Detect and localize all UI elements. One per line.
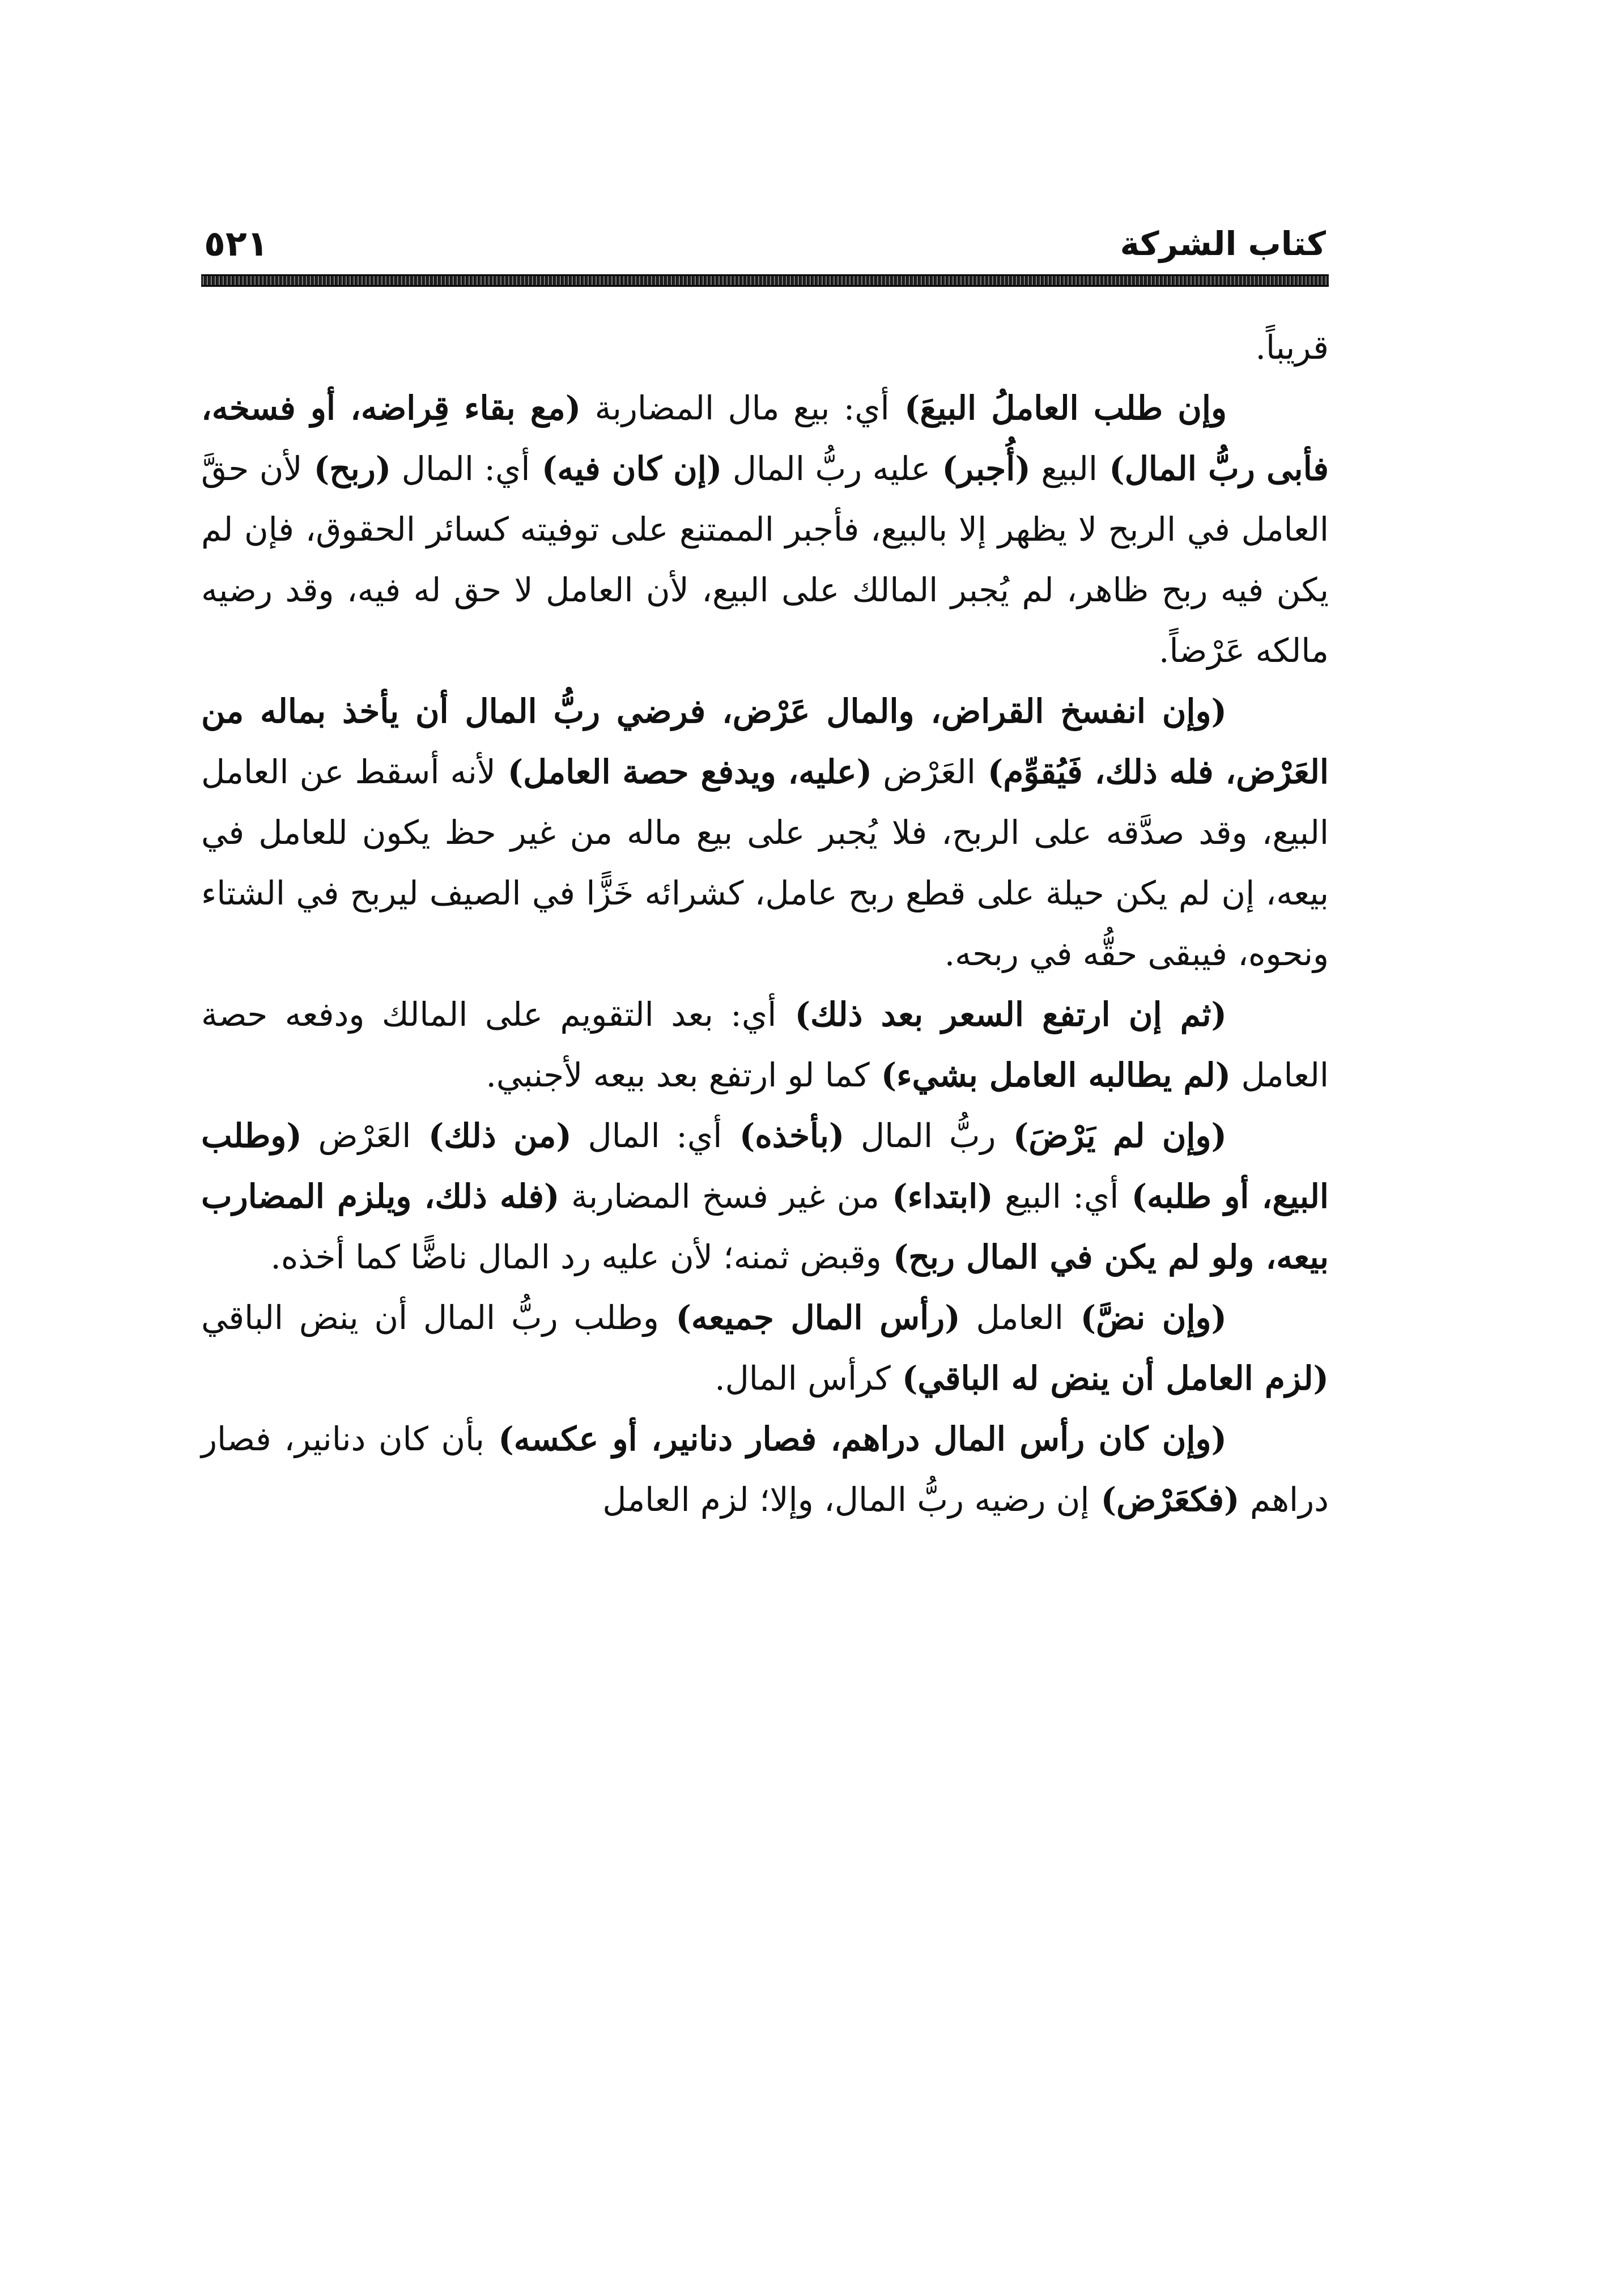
commentary-text: البيع [1030,449,1098,488]
matn-text: (إن كان فيه) [530,449,722,488]
commentary-text: لأنه أسقط عن العامل البيع، وقد صدَّقه على الربح، فلا يُجبر على بيع ماله من غير حظ يكون للعامل في بيعه، إن لم يكن حيلة على قطع ربح عامل، كشرائه خَزًّا في الصيف ليربح في الشتاء ونحوه، فيبقى حقُّه في ربحه. [201,753,1329,973]
commentary-text: كرأس المال. [715,1359,891,1398]
matn-text: (مع بقاء قِراضه، أو فسخه، فأبى ربُّ المال) [201,389,1329,488]
matn-text: (ربح) [302,449,392,488]
commentary-text: أي: المال [571,1116,722,1155]
matn-text: (وإن انفسخ القراض، والمال عَرْض، فرضي ربُّ المال أن يأخذ بماله من العَرْض، فله ذلك، فَيُقوِّم) [201,692,1329,791]
matn-text: (بأخذه) [722,1116,845,1155]
commentary-text: العَرْض [301,1116,411,1155]
commentary-text: وقبض ثمنه؛ لأن عليه رد المال ناضًّا كما أخذه. [270,1238,882,1276]
commentary-text: أي: بعد التقويم على المالك ودفعه حصة العامل [201,995,1329,1094]
body-text [201,317,1329,1530]
running-title: كتاب الشركة [1120,224,1326,263]
commentary-text: من غير فسخ المضاربة [559,1177,879,1216]
commentary-text: كما لو ارتفع بعد بيعه لأجنبي. [486,1056,870,1094]
header-rule [201,274,1329,287]
matn-text: (ثم إن ارتفع السعر بعد ذلك) [776,995,1227,1034]
matn-text: (فله ذلك، ويلزم المضارب بيعه، ولو لم يكن في المال ربح) [201,1177,1329,1276]
matn-text: (ابتداء) [879,1177,993,1216]
matn-text: (عليه، ويدفع حصة العامل) [495,753,873,791]
commentary-text: قريباً. [1255,328,1329,367]
commentary-text: أي: المال [391,449,530,488]
page-number: ٥٢١ [204,223,269,264]
commentary-text: أي: البيع [993,1177,1119,1216]
commentary-text: أي: بيع مال المضاربة [581,389,890,427]
matn-text: (وإن نضَّ) [1063,1298,1227,1337]
matn-text: (وإن لم يَرْضَ) [996,1116,1227,1155]
matn-text: (وإن كان رأس المال دراهم، فصار دنانير، أو عكسه) [484,1420,1227,1458]
matn-text: (أُجبر) [930,449,1031,488]
commentary-text: بأن كان دنانير، فصار دراهم [201,1420,1329,1519]
matn-text: (رأس المال جميعه) [658,1298,960,1337]
matn-text: (فكعَرْض) [1089,1480,1240,1519]
matn-text: (لزم العامل أن ينض له الباقي) [890,1359,1329,1398]
page-header [204,221,1326,266]
matn-text: (من ذلك) [411,1116,572,1155]
matn-text: وإن طلب العاملُ البيعَ) [889,389,1227,427]
commentary-text: العَرْض [872,753,976,791]
paragraph [201,378,1329,681]
commentary-text: لأن حقَّ العامل في الربح لا يظهر إلا بالبيع، فأجبر الممتنع على توفيته كسائر الحقوق، فإن لم يكن فيه ربح ظاهر، لم يُجبر المالك على البيع، لأن العامل لا حق له فيه، وقد رضيه مالكه عَرْضاً. [201,449,1329,670]
commentary-text: إن رضيه ربُّ المال، وإلا؛ لزم العامل [602,1480,1090,1519]
commentary-text: عليه ربُّ المال [722,449,931,488]
matn-text: (وطلب البيع، أو طلبه) [201,1116,1329,1216]
commentary-text: وطلب ربُّ المال أن ينض الباقي [201,1298,659,1337]
commentary-text: ربُّ المال [844,1116,996,1155]
matn-text: (لم يطالبه العامل بشيء) [869,1056,1231,1094]
paragraph [201,317,1329,378]
paragraph [201,1288,1329,1409]
paragraph [201,1409,1329,1530]
paragraph [201,984,1329,1106]
paragraph [201,1106,1329,1288]
commentary-text: العامل [960,1298,1064,1337]
paragraph [201,681,1329,984]
